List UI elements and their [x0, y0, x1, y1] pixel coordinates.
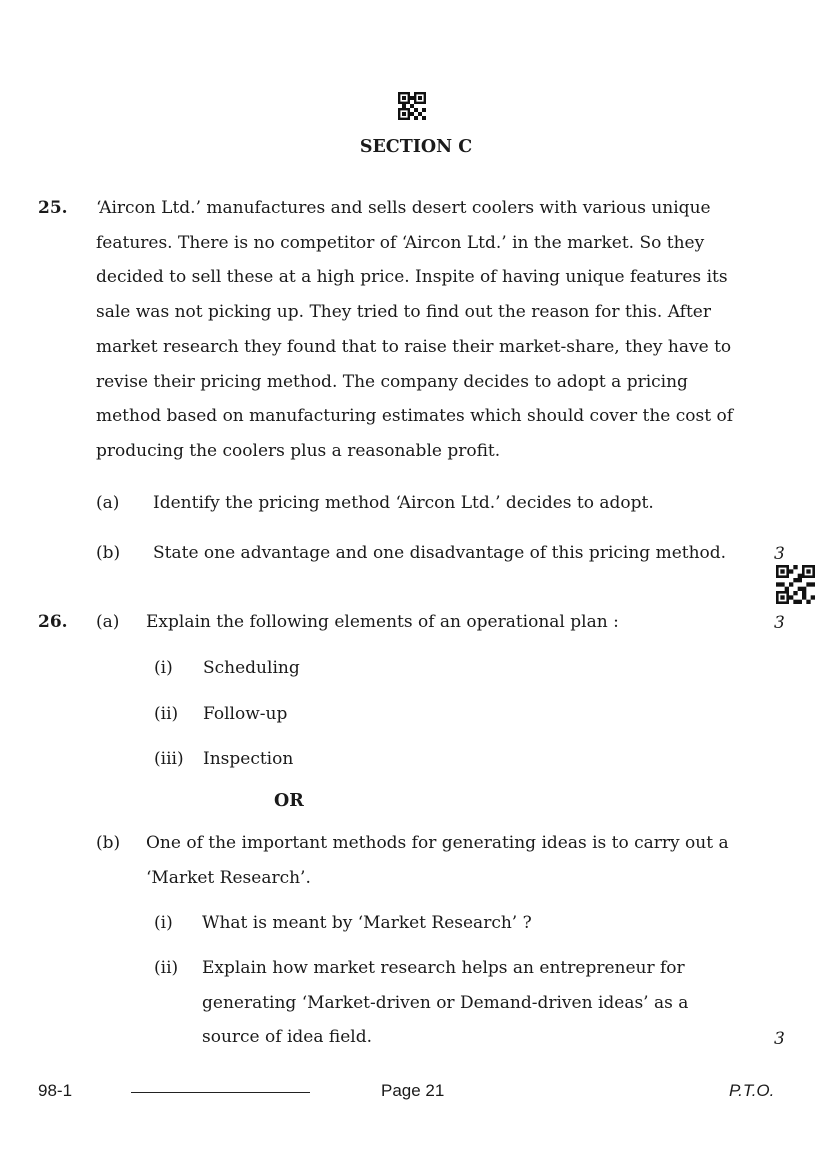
question-26bii-label: (ii): [154, 958, 179, 978]
question-25b-label: (b): [96, 543, 121, 563]
question-26bi-label: (i): [154, 913, 173, 933]
list-item-text: Follow-up: [203, 704, 288, 724]
question-25-marks: 3: [774, 544, 785, 564]
footer-divider: [131, 1092, 310, 1093]
text-line: generating ‘Market-driven or Demand-driven ideas’ as a: [202, 992, 689, 1013]
text-line: source of idea field.: [202, 1027, 372, 1048]
text-line: ‘Market Research’.: [146, 867, 311, 888]
stem-line: sale was not picking up. They tried to find out the reason for this. After: [96, 302, 711, 323]
stem-line: revise their pricing method. The company decides to adopt a pricing: [96, 371, 688, 392]
question-26bii-text: [202, 951, 742, 1055]
list-item-text: Inspection: [203, 749, 294, 769]
page-number: Page 21: [381, 1081, 445, 1100]
question-26a-marks: 3: [774, 613, 785, 633]
section-title: SECTION C: [359, 137, 473, 157]
or-separator: OR: [274, 791, 304, 811]
question-26bi-text: What is meant by ‘Market Research’ ?: [202, 913, 532, 933]
question-26a-label: (a): [96, 612, 120, 632]
text-line: One of the important methods for generating ideas is to carry out a: [146, 833, 729, 853]
question-25b-text: State one advantage and one disadvantage of this pricing method.: [153, 543, 727, 563]
list-item-label: (i): [154, 658, 173, 678]
question-25-number: 25.: [38, 198, 68, 218]
question-26b-marks: 3: [774, 1029, 785, 1049]
stem-line: decided to sell these at a high price. Inspite of having unique features its: [96, 267, 728, 288]
stem-line: ‘Aircon Ltd.’ manufactures and sells desert coolers with various unique: [96, 198, 711, 218]
qr-code-side: [776, 565, 815, 604]
qr-code-top: [398, 92, 426, 120]
list-item-label: (iii): [154, 749, 184, 769]
stem-line: market research they found that to raise their market-share, they have to: [96, 336, 732, 357]
stem-line: producing the coolers plus a reasonable profit.: [96, 440, 501, 461]
paper-code: 98-1: [38, 1081, 73, 1100]
pto-label: P.T.O.: [729, 1081, 775, 1100]
question-25a-text: Identify the pricing method ‘Aircon Ltd.’ decides to adopt.: [153, 493, 654, 513]
text-line: Explain how market research helps an entrepreneur for: [202, 958, 685, 978]
question-25a-label: (a): [96, 493, 120, 513]
list-item-text: Scheduling: [203, 658, 300, 678]
stem-line: features. There is no competitor of ‘Aircon Ltd.’ in the market. So they: [96, 232, 705, 253]
question-26a-text: Explain the following elements of an operational plan :: [146, 612, 619, 632]
stem-line: method based on manufacturing estimates which should cover the cost of: [96, 406, 733, 427]
question-25-stem: [96, 191, 742, 469]
question-26b-text: [146, 826, 742, 895]
question-26-number: 26.: [38, 612, 68, 632]
list-item-label: (ii): [154, 704, 179, 724]
question-26b-label: (b): [96, 833, 121, 853]
